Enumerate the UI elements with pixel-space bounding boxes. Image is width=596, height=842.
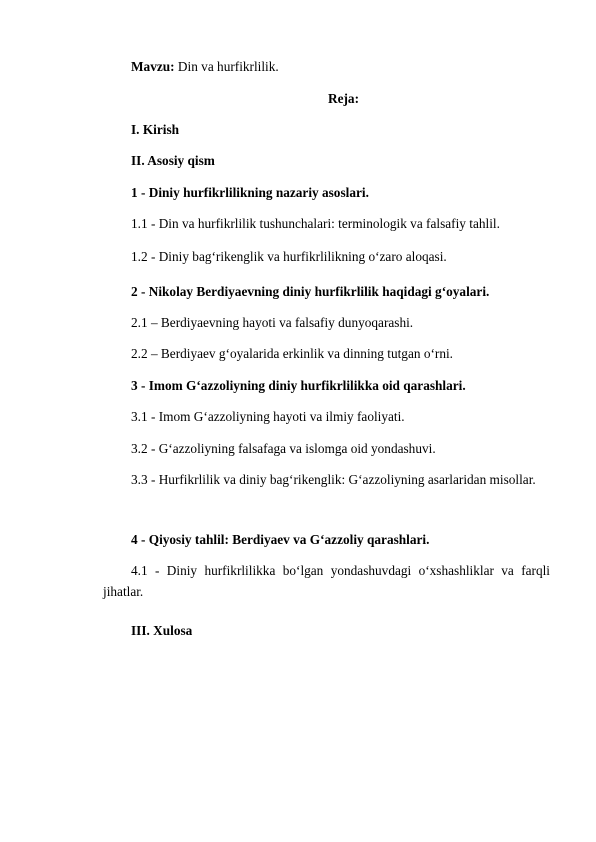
outline-intro: I. Kirish [131, 122, 180, 137]
outline-item-3-3: 3.3 - Hurfikrlilik va diniy bag‘rikenglik: G‘azzoliyning asarlaridan misollar. [131, 472, 536, 487]
topic-value: Din va hurfikrlilik. [177, 59, 279, 74]
outline-section-3: 3 - Imom G‘azzoliyning diniy hurfikrlilikka oid qarashlari. [131, 378, 466, 393]
outline-item-4-1: 4.1 - Diniy hurfikrlilikka bo‘lgan yondashuvdagi o‘xshashliklar va farqli jihatlar. [103, 563, 550, 599]
outline-item-3-1: 3.1 - Imom G‘azzoliyning hayoti va ilmiy faoliyati. [131, 409, 405, 424]
outline-section-1: 1 - Diniy hurfikrlilikning nazariy asoslari. [131, 185, 369, 200]
plan-title: Reja: [327, 91, 359, 106]
topic-line [131, 58, 279, 75]
outline-item-2-2: 2.2 – Berdiyaev g‘oyalarida erkinlik va dinning tutgan o‘rni. [131, 346, 453, 361]
topic-label: Mavzu: [131, 59, 175, 74]
outline-section-2: 2 - Nikolay Berdiyaevning diniy hurfikrlilik haqidagi g‘oyalari. [131, 284, 490, 299]
outline-item-1-2: 1.2 - Diniy bag‘rikenglik va hurfikrlilikning o‘zaro aloqasi. [131, 249, 447, 264]
outline-item-2-1: 2.1 – Berdiyaevning hayoti va falsafiy dunyoqarashi. [131, 315, 414, 330]
outline-section-4: 4 - Qiyosiy tahlil: Berdiyaev va G‘azzoliy qarashlari. [131, 532, 430, 547]
outline-conclusion: III. Xulosa [131, 623, 193, 638]
outline-item-1-1: 1.1 - Din va hurfikrlilik tushunchalari: terminologik va falsafiy tahlil. [131, 216, 500, 231]
outline-main: II. Asosiy qism [131, 153, 215, 168]
outline-item-3-2: 3.2 - G‘azzoliyning falsafaga va islomga oid yondashuvi. [131, 441, 436, 456]
